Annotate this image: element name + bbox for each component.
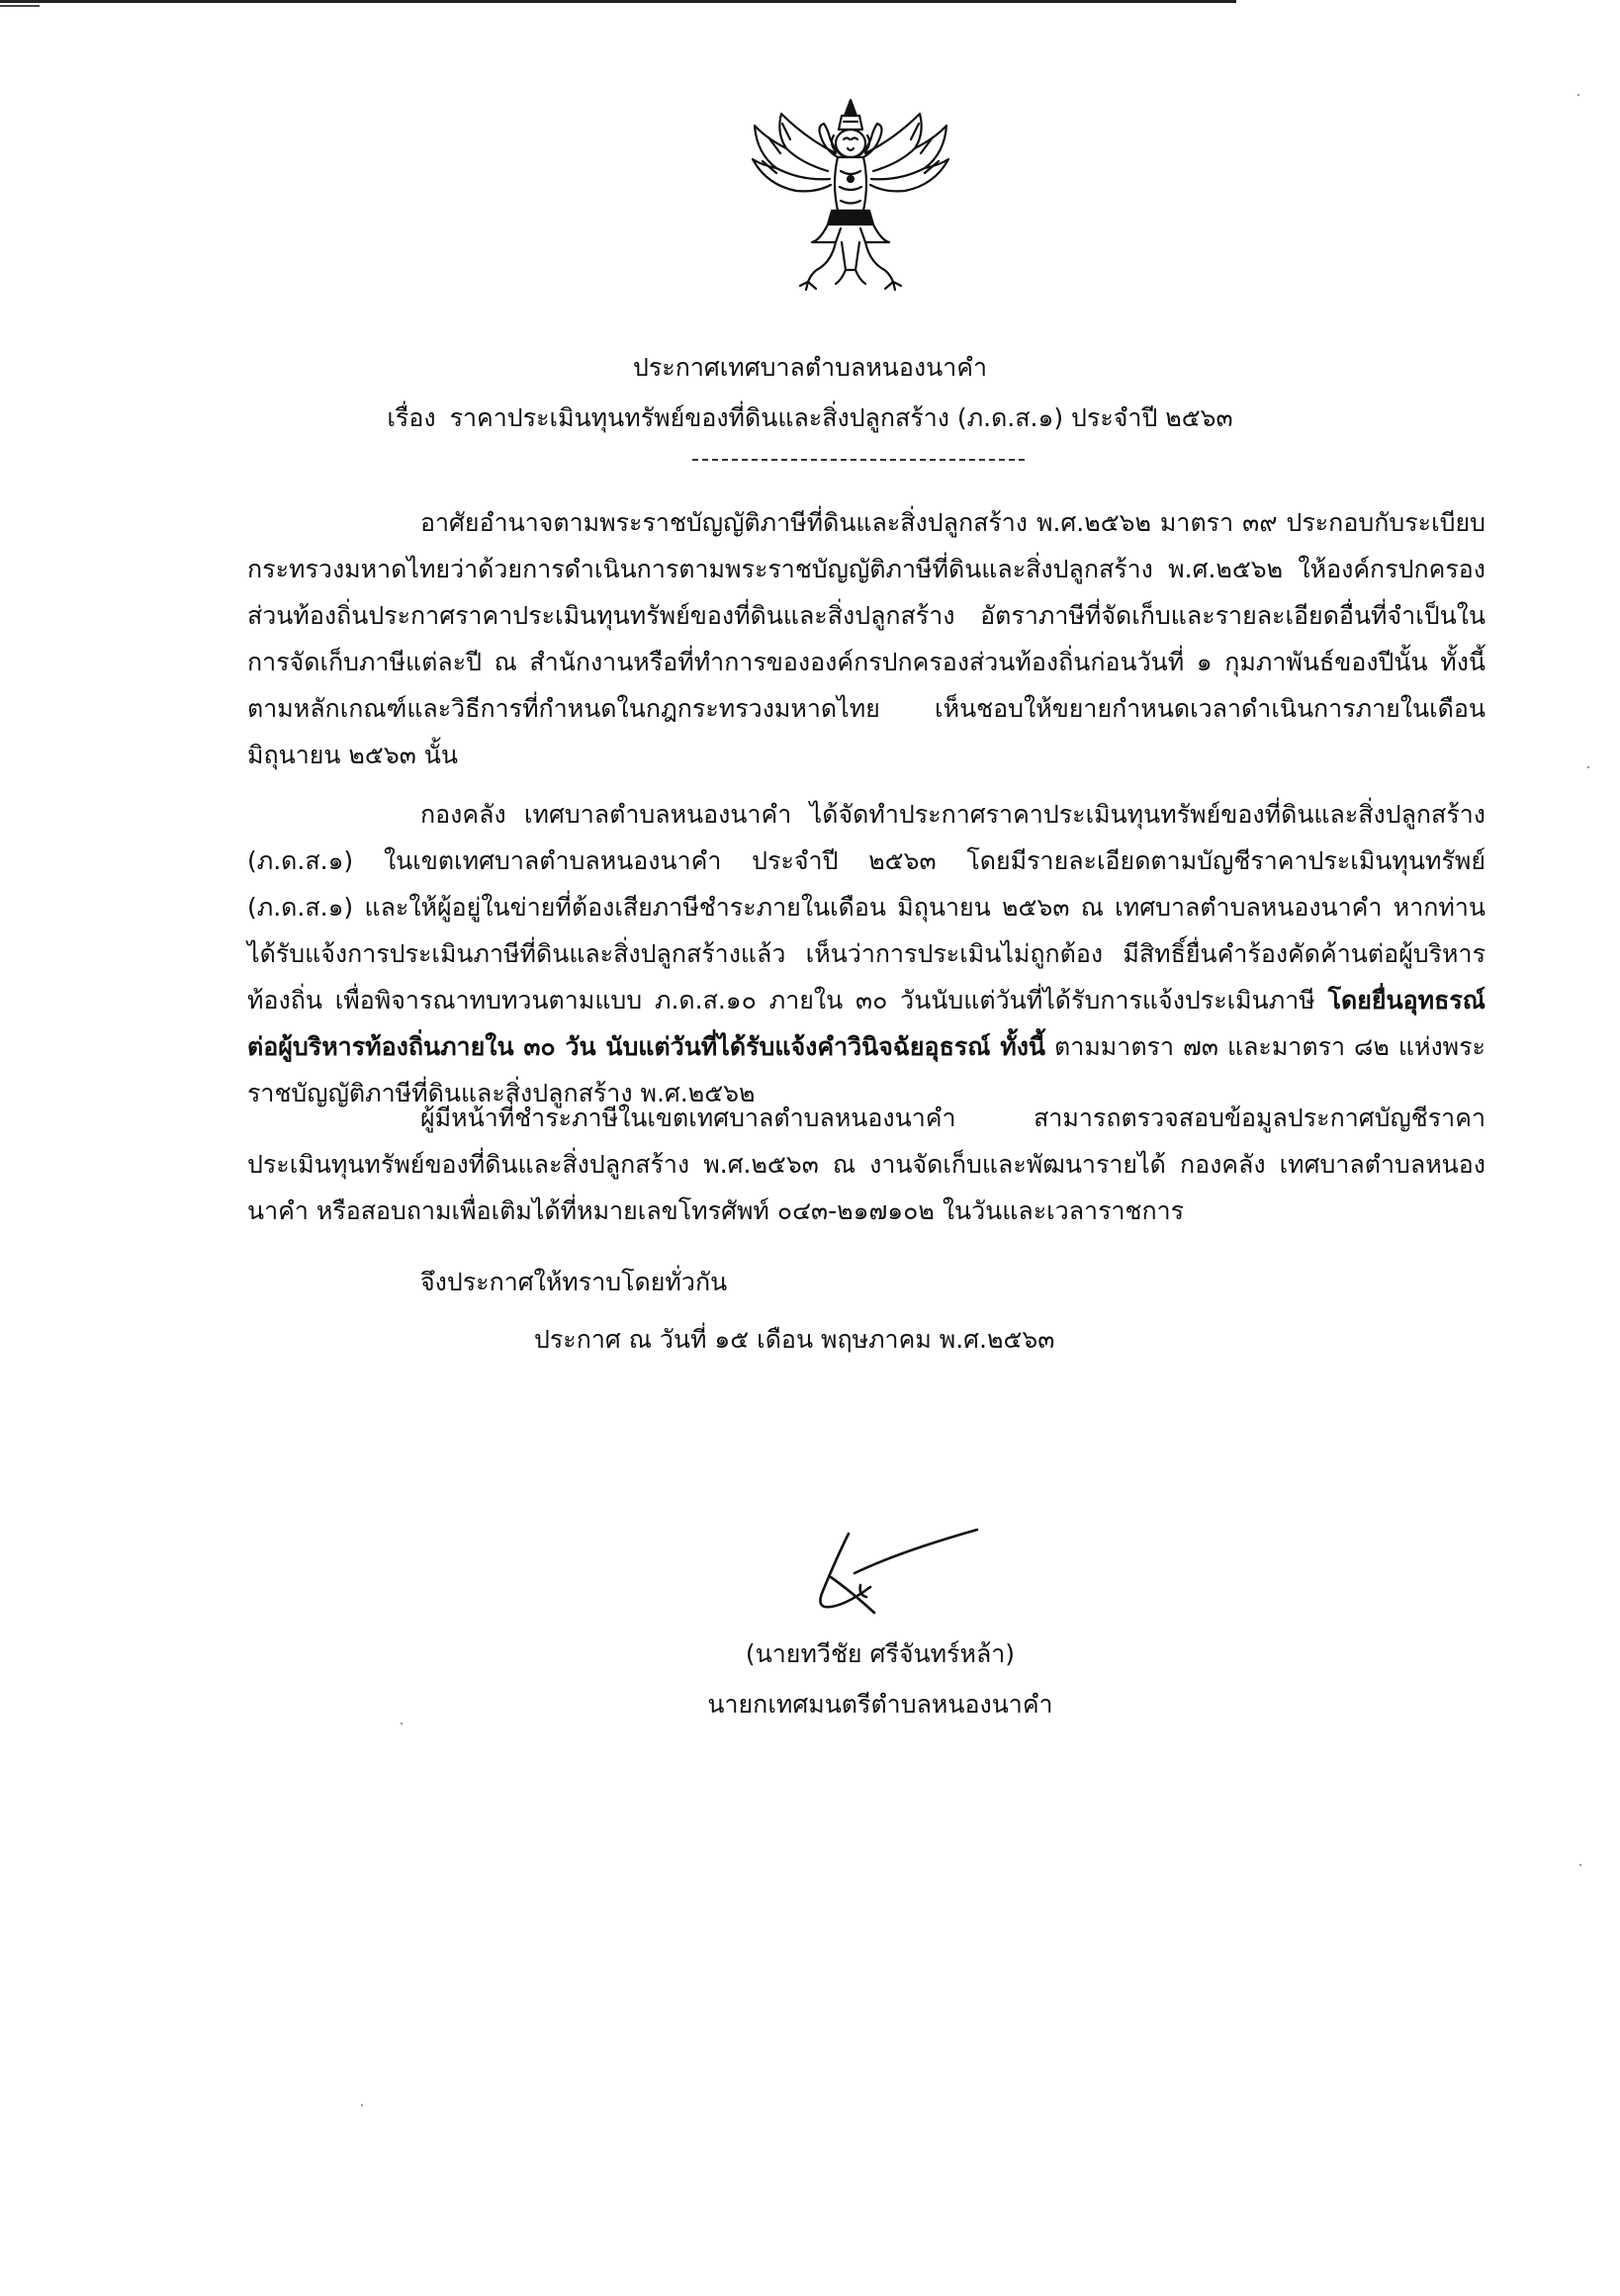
body-paragraph-2 [247,791,1485,1129]
closing-notice: จึงประกาศให้ทราบโดยทั่วกัน [420,1268,728,1296]
scan-speck [1579,1864,1581,1866]
garuda-emblem-icon [747,94,954,292]
scan-speck [361,2104,363,2106]
signature-icon [801,1518,999,1627]
paragraph-assessment-bold: โดยยื่นอุทธรณ์ต่อผู้บริหารท้องถิ่นภายใน ๓๐ วัน นับแต่วันที่ได้รับแจ้งคำวินิจฉัยอุธรณ์ ทั้งนี้ [247,986,1485,1061]
signatory-name: (นายทวีชัย ศรีจันทร์หล้า) [745,1639,1016,1668]
scan-speck [1577,94,1579,96]
announcement-heading: ประกาศเทศบาลตำบลหนองนาคำ [632,353,988,382]
paragraph-contact: ผู้มีหน้าที่ชำระภาษีในเขตเทศบาลตำบลหนองนาคำ สามารถตรวจสอบข้อมูลประกาศบัญชีราคาประเมินทุนทรัพย์ของที่ดินและสิ่งปลูกสร้าง พ.ศ.๒๕๖๓ ณ งานจัดเก็บและพัฒนารายได้ กองคลัง เทศบาลตำบลหนองนาคำ หรือสอบถามเพื่อเติมได้ที่หมายเลขโทรศัพท์ ๐๔๓-๒๑๗๑๐๒ ในวันและเวลาราชการ [247,1104,1485,1225]
signatory-title: นายกเทศมนตรีตำบลหนองนาคำ [707,1690,1053,1719]
paragraph-assessment-end: ตามมาตรา ๗๓ และมาตรา ๘๒ แห่งพระราชบัญญัติภาษีที่ดินและสิ่งปลูกสร้าง พ.ศ.๒๕๖๒ [247,1032,1485,1107]
announcement-date: ประกาศ ณ วันที่ ๑๕ เดือน พฤษภาคม พ.ศ.๒๕๖๓ [534,1325,1055,1354]
paragraph-authority: อาศัยอำนาจตามพระราชบัญญัติภาษีที่ดินและสิ่งปลูกสร้าง พ.ศ.๒๕๖๒ มาตรา ๓๙ ประกอบกับระเบียบกระทรวงมหาดไทยว่าด้วยการดำเนินการตามพระราชบัญญัติภาษีที่ดินและสิ่งปลูกสร้าง พ.ศ.๒๕๖๒ ให้องค์กรปกครองส่วนท้องถิ่นประกาศราคาประเมินทุนทรัพย์ของที่ดินและสิ่งปลูกสร้าง อัตราภาษีที่จัดเก็บและรายละเอียดอื่นที่จำเป็นในการจัดเก็บภาษีแต่ละปี ณ สำนักงานหรือที่ทำการขององค์กรปกครองส่วนท้องถิ่นก่อนวันที่ ๑ กุมภาพันธ์ของปีนั้น ทั้งนี้ ตามหลักเกณฑ์และวิธีการที่กำหนดในกฎกระทรวงมหาดไทย เห็นชอบให้ขยายกำหนดเวลาดำเนินการภายในเดือน มิถุนายน ๒๕๖๓ นั้น [247,508,1485,769]
scan-speck [401,1722,403,1724]
paragraph-assessment-start: กองคลัง เทศบาลตำบลหนองนาคำ ได้จัดทำประกาศราคาประเมินทุนทรัพย์ของที่ดินและสิ่งปลูกสร้าง (ภ.ด.ส.๑) ในเขตเทศบาลตำบลหนองนาคำ ประจำปี ๒๕๖๓ โดยมีรายละเอียดตามบัญชีราคาประเมินทุนทรัพย์ (ภ.ด.ส.๑) และให้ผู้อยู่ในข่ายที่ต้องเสียภาษีชำระภายในเดือน มิถุนายน ๒๕๖๓ ณ เทศบาลตำบลหนองนาคำ หากท่านได้รับแจ้งการประเมินภาษีที่ดินและสิ่งปลูกสร้างแล้ว เห็นว่าการประเมินไม่ถูกต้อง มีสิทธิ์ยื่นคำร้องคัดค้านต่อผู้บริหารท้องถิ่น เพื่อพิจารณาทบทวนตามแบบ ภ.ด.ส.๑๐ ภายใน ๓๐ วันนับแต่วันที่ได้รับการแจ้งประเมินภาษี [247,800,1485,1015]
scan-edge-mark [0,5,40,7]
subject-label: เรื่อง [387,403,436,432]
scan-speck [1587,766,1589,768]
scan-edge-top [0,0,1236,3]
paragraph-assessment [247,791,1485,1116]
announcement-subject-line [0,398,1620,438]
announcement-subject: ราคาประเมินทุนทรัพย์ของที่ดินและสิ่งปลูกสร้าง (ภ.ด.ส.๑) ประจำปี ๒๕๖๓ [449,403,1233,432]
body-paragraph-3 [247,1095,1485,1247]
heading-divider [692,459,1025,461]
body-paragraph-1 [247,499,1485,791]
